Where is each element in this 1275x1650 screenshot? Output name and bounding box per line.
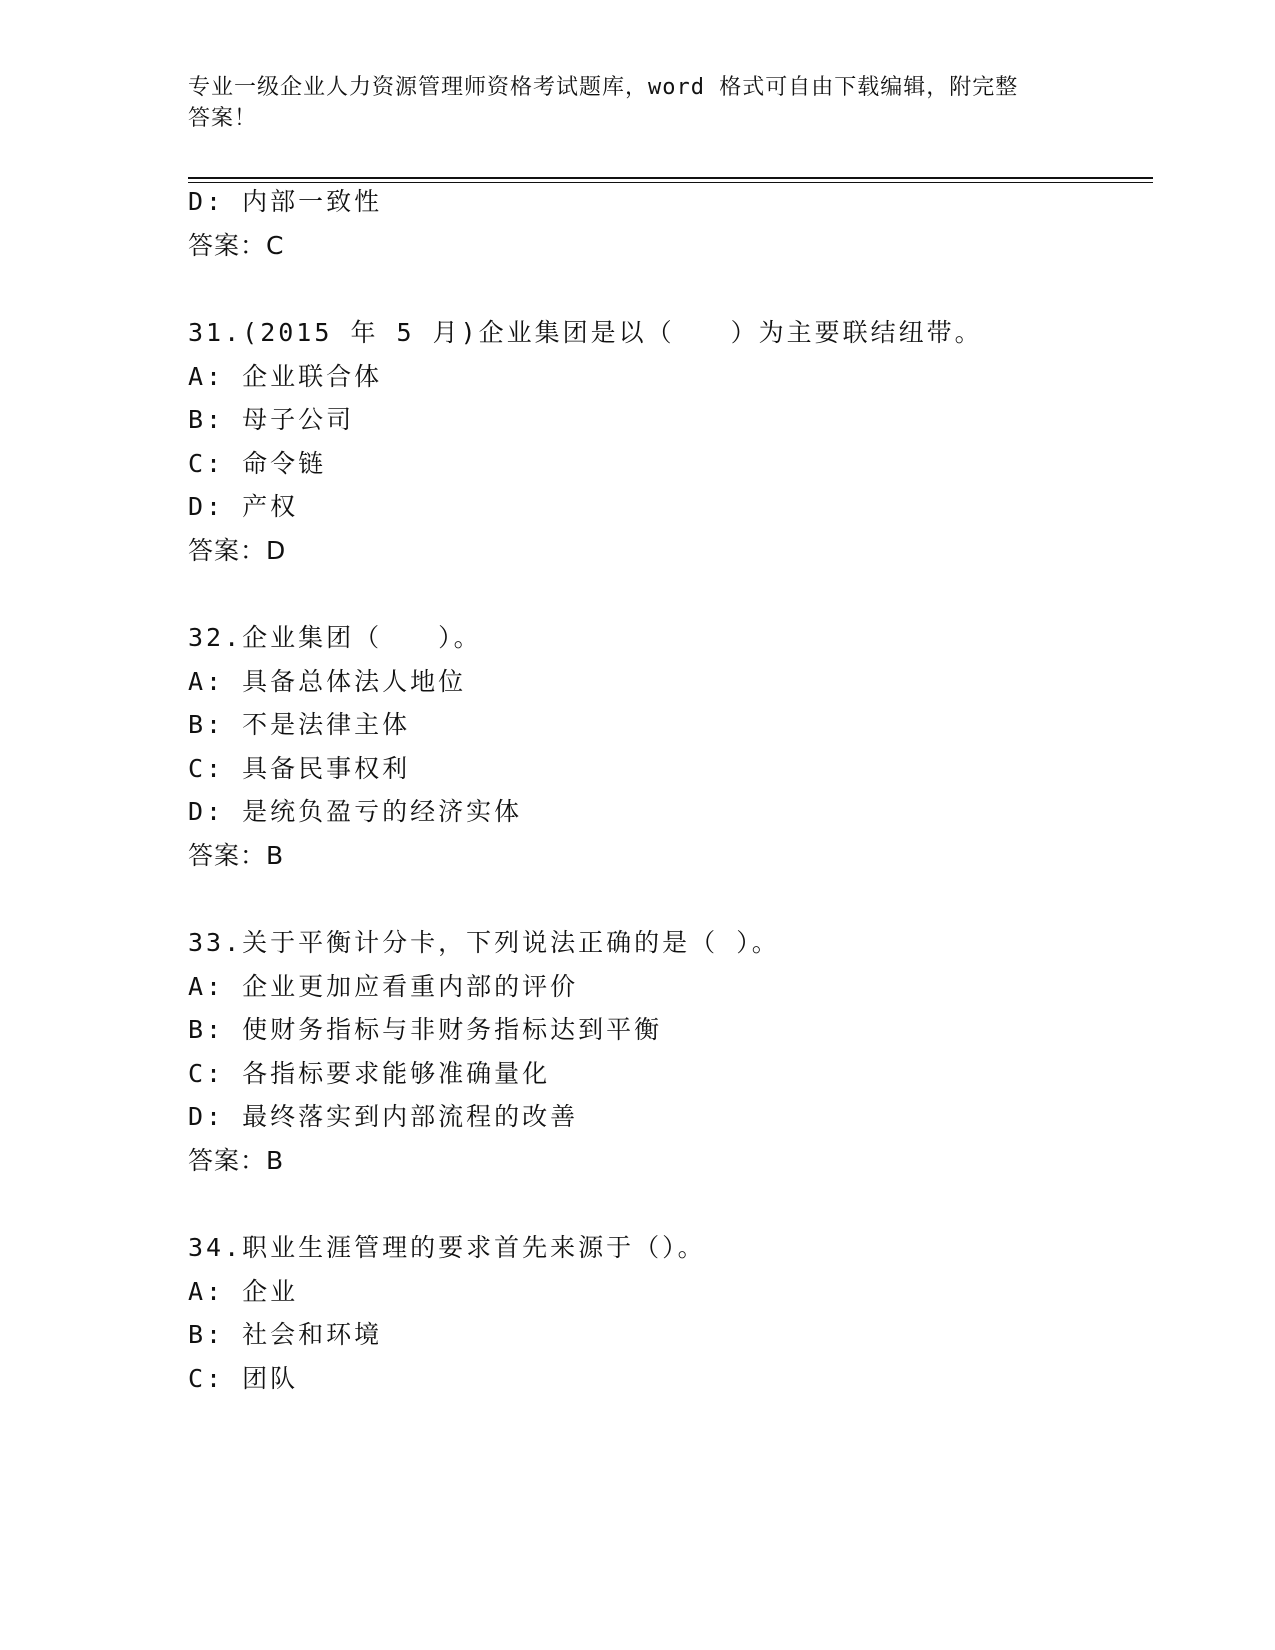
question-34-option-a: A: 企业 xyxy=(188,1277,299,1306)
option-d-carryover: D: 内部一致性 xyxy=(188,187,383,216)
question-34-stem: 34.职业生涯管理的要求首先来源于（）。 xyxy=(188,1233,706,1262)
document-header xyxy=(188,72,1088,134)
question-32-option-c: C: 具备民事权利 xyxy=(188,754,411,783)
question-32-option-a: A: 具备总体法人地位 xyxy=(188,667,467,696)
question-32-option-b: B: 不是法律主体 xyxy=(188,710,411,739)
header-divider-thick xyxy=(188,177,1153,179)
question-31-stem: 31.(2015 年 5 月)企业集团是以（ ）为主要联结纽带。 xyxy=(188,318,983,347)
answer-carryover: 答案：C xyxy=(188,231,285,260)
question-33-option-c: C: 各指标要求能够准确量化 xyxy=(188,1059,551,1088)
question-33-option-d: D: 最终落实到内部流程的改善 xyxy=(188,1102,579,1131)
question-32-option-d: D: 是统负盈亏的经济实体 xyxy=(188,797,523,826)
header-line-1: 专业一级企业人力资源管理师资格考试题库，word 格式可自由下载编辑，附完整 xyxy=(188,75,1019,100)
question-31-option-c: C: 命令链 xyxy=(188,449,327,478)
question-33-answer: 答案：B xyxy=(188,1146,285,1175)
question-31-option-d: D: 产权 xyxy=(188,492,299,521)
question-31-answer: 答案：D xyxy=(188,536,287,565)
question-34-option-c: C: 团队 xyxy=(188,1364,299,1393)
question-33-stem: 33.关于平衡计分卡，下列说法正确的是（ ）。 xyxy=(188,928,780,957)
question-32-stem: 32.企业集团（ ）。 xyxy=(188,623,482,652)
question-33-option-a: A: 企业更加应看重内部的评价 xyxy=(188,972,579,1001)
question-34-option-b: B: 社会和环境 xyxy=(188,1320,383,1349)
question-31-option-a: A: 企业联合体 xyxy=(188,362,383,391)
question-33-option-b: B: 使财务指标与非财务指标达到平衡 xyxy=(188,1015,663,1044)
header-line-2: 答案！ xyxy=(188,106,258,131)
header-divider-thin xyxy=(188,182,1153,183)
question-32-answer: 答案：B xyxy=(188,841,285,870)
question-31-option-b: B: 母子公司 xyxy=(188,405,355,434)
